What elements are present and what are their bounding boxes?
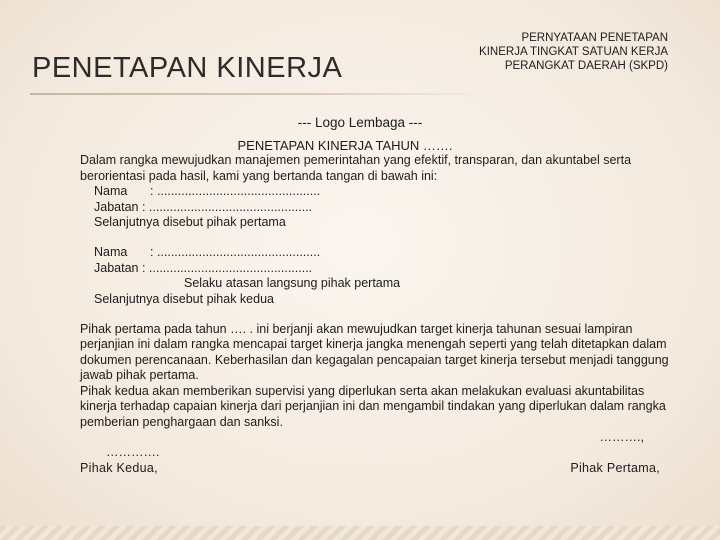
signature-left: Pihak Kedua,: [80, 460, 158, 475]
date-dots: ………….: [106, 445, 160, 460]
signature-right: Pihak Pertama,: [570, 460, 660, 475]
party-two-name-label: Nama: [94, 245, 128, 260]
party-two-name-row: [94, 245, 670, 260]
spacer: [80, 230, 670, 245]
slide-subtitle: PERNYATAAN PENETAPAN KINERJA TINGKAT SATUAN KERJA PERANGKAT DAERAH (SKPD): [479, 32, 668, 72]
intro-paragraph: Dalam rangka mewujudkan manajemen pemerintahan yang efektif, transparan, dan akuntabel serta berorientasi pada hasil, kami yang bertanda tangan di bawah ini:: [80, 153, 632, 183]
party-one-position-label: Jabatan: [94, 199, 139, 214]
party-one-name-value: : ...............................................: [150, 184, 321, 199]
party-two-position-row: [94, 261, 670, 276]
party-two-block: [80, 245, 670, 307]
slide-title: PENETAPAN KINERJA: [32, 52, 343, 84]
party-two-position-label: Jabatan: [94, 260, 139, 275]
party-one-position-row: [94, 200, 670, 215]
party-two-name-value: : ...............................................: [150, 245, 321, 260]
header-divider: [30, 93, 490, 95]
party-one-name-row: [94, 184, 670, 199]
document-body: [80, 138, 670, 476]
body-paragraph-2: Pihak kedua akan memberikan supervisi yang diperlukan serta akan melakukan evaluasi akuntabilitas kinerja terhadap capaian kinerja dari perjanjian ini dan mengambil tindakan yang diperlukan dalam rangka pemberian penghargaan dan sanksi.: [80, 383, 666, 429]
spacer: [80, 307, 670, 322]
party-two-note: Selanjutnya disebut pihak kedua: [94, 291, 274, 306]
party-two-position-value: : ...............................................: [141, 260, 313, 275]
party-two-relation: Selaku atasan langsung pihak pertama: [184, 276, 401, 291]
party-one-block: [80, 184, 670, 230]
body-paragraph-1: Pihak pertama pada tahun …. . ini berjanji akan mewujudkan target kinerja tahunan sesuai lampiran perjanjian ini dalam rangka mencapai target kinerja jangka menengah seperti yang telah ditetapkan dalam dokumen perencanaan. Keberhasilan dan kegagalan pencapaian target kinerja tersebut menjadi tanggung jawab pihak pertama.: [80, 322, 669, 383]
document-heading: PENETAPAN KINERJA TAHUN …….: [237, 138, 453, 153]
party-one-note: Selanjutnya disebut pihak pertama: [94, 215, 286, 230]
party-one-name-label: Nama: [94, 184, 128, 199]
party-one-position-value: : ...............................................: [141, 199, 313, 214]
logo-placeholder: --- Logo Lembaga ---: [297, 115, 423, 130]
place-date: ……….,: [599, 429, 644, 444]
signature-row: [80, 461, 670, 476]
bottom-stripe: [0, 526, 720, 540]
